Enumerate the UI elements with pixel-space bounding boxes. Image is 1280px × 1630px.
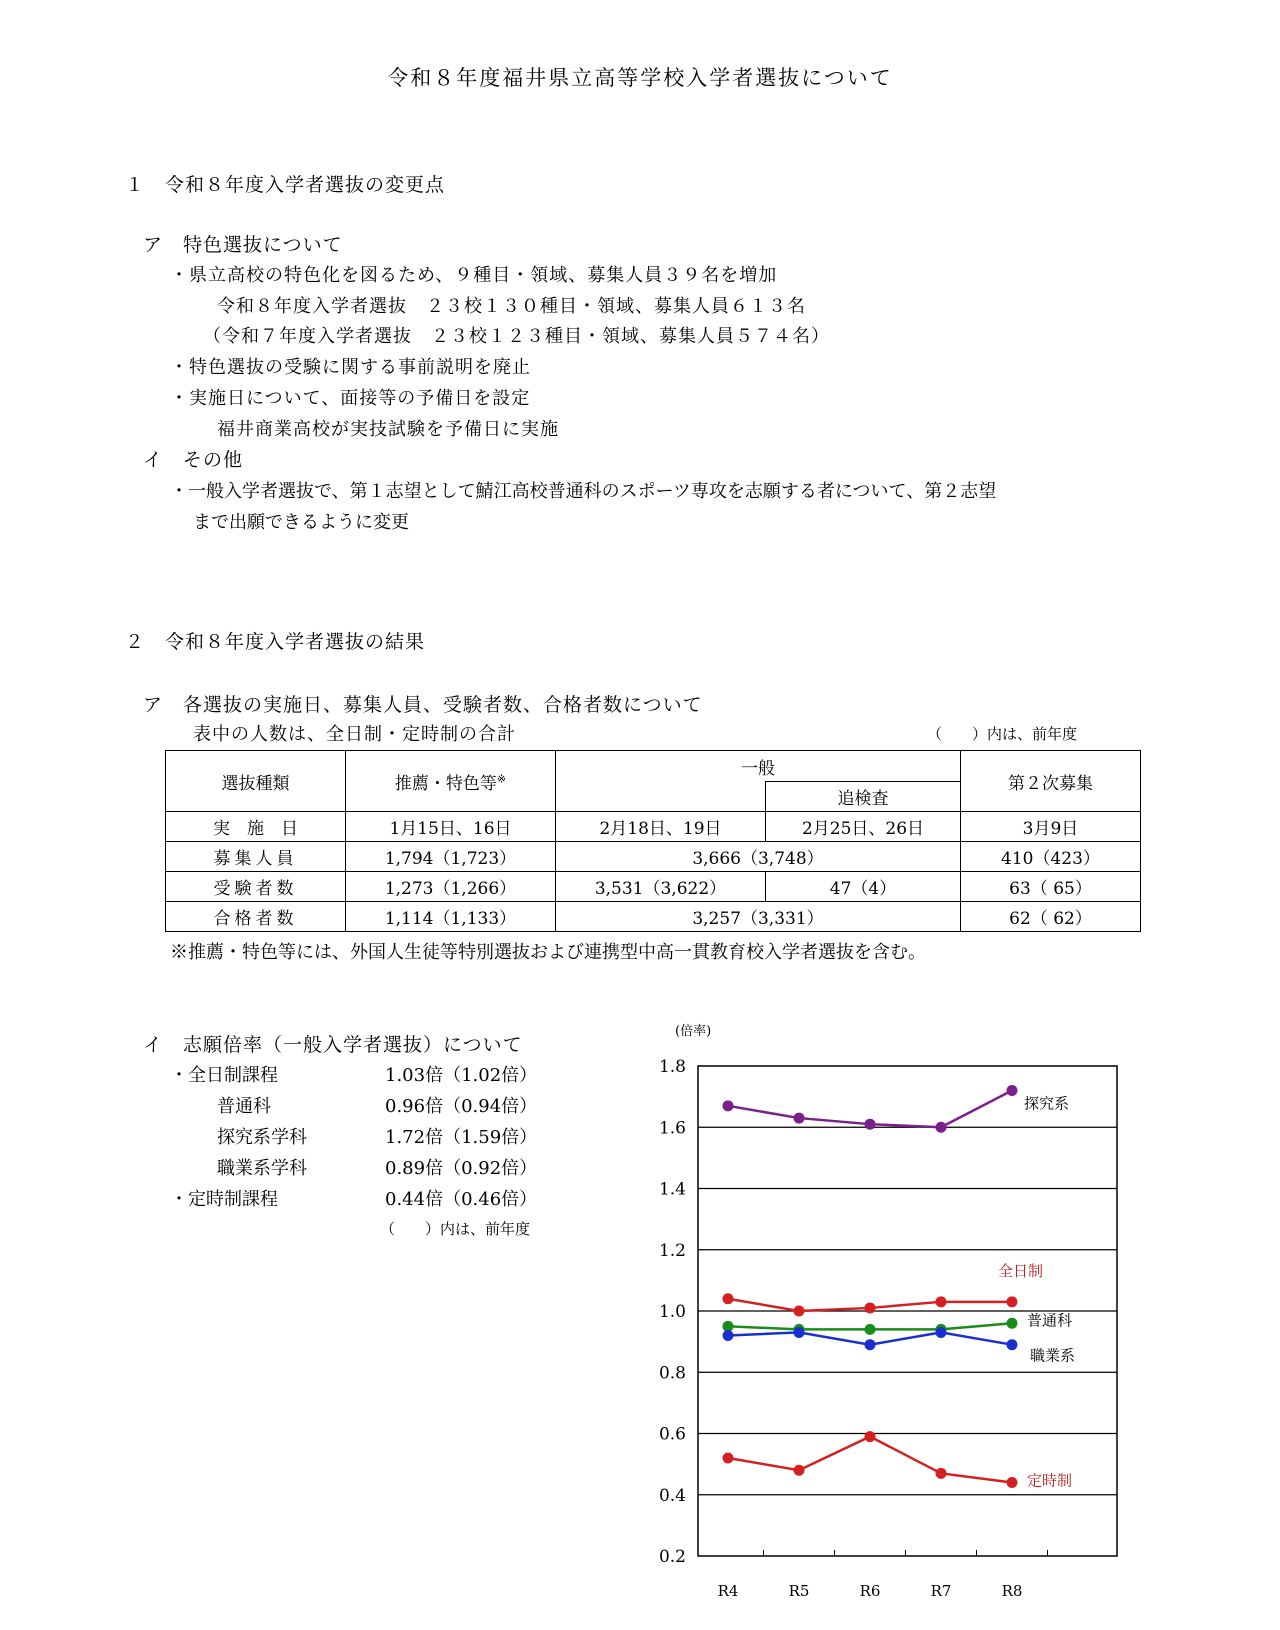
header-tsuiken: 追検査	[766, 782, 961, 812]
rate-label: ・全日制課程	[170, 1065, 278, 1086]
series-label: 定時制	[1027, 1471, 1073, 1490]
header-suisen-label: 推薦・特色等	[394, 773, 497, 794]
row-label-passed: 合格者数	[166, 902, 346, 932]
data-point	[865, 1431, 876, 1442]
data-point	[794, 1113, 805, 1124]
data-point	[936, 1327, 947, 1338]
cell-passed-ippan: 3,257（3,331）	[556, 902, 961, 932]
cell-applicants-ippan: 3,531（3,622）	[556, 872, 766, 902]
y-axis-label: (倍率)	[675, 1024, 712, 1039]
rate-value: 1.72倍（1.59倍）	[385, 1127, 538, 1148]
section1-a-line: （令和７年度入学者選抜 ２３校１２３種目・領域、募集人員５７４名）	[203, 326, 830, 347]
y-tick-label: 0.6	[658, 1424, 686, 1445]
section1-a-line: 令和８年度入学者選抜 ２３校１３０種目・領域、募集人員６１３名	[217, 296, 806, 317]
x-tick-label: R5	[788, 1582, 810, 1600]
data-point	[936, 1468, 947, 1479]
section1-a-heading: ア 特色選抜について	[143, 234, 343, 256]
x-tick-label: R6	[859, 1582, 881, 1600]
cell-date-suisen: 1月15日、16日	[346, 812, 556, 842]
y-tick-label: 1.0	[658, 1302, 686, 1322]
data-point	[723, 1453, 734, 1464]
y-tick-label: 1.6	[658, 1118, 686, 1139]
cell-capacity-suisen: 1,794（1,723）	[346, 842, 556, 872]
section2-heading: ２ 令和８年度入学者選抜の結果	[125, 631, 426, 653]
x-tick-label: R7	[930, 1582, 952, 1600]
data-point	[1007, 1477, 1018, 1488]
section2-i-heading: イ 志願倍率（一般入学者選抜）について	[143, 1034, 523, 1056]
cell-applicants-tsuiken: 47（4）	[766, 872, 961, 902]
footnote-mark: ※	[496, 771, 507, 785]
section1-a-line: ・実施日について、面接等の予備日を設定	[170, 388, 531, 409]
rate-label: 普通科	[217, 1096, 271, 1117]
section1-a-line: ・特色選抜の受験に関する事前説明を廃止	[170, 357, 531, 378]
header-dai2: 第２次募集	[961, 751, 1141, 812]
cell-date-dai2: 3月9日	[961, 812, 1141, 842]
cell-capacity-dai2: 410（423）	[961, 842, 1141, 872]
data-point	[865, 1324, 876, 1335]
cell-passed-suisen: 1,114（1,133）	[346, 902, 556, 932]
rate-value: 0.96倍（0.94倍）	[385, 1096, 538, 1117]
section1-i-line: ・一般入学者選抜で、第１志望として鯖江高校普通科のスポーツ専攻を志願する者について、第２志望	[170, 481, 997, 502]
row-label-date: 実 施 日	[166, 812, 346, 842]
header-ippan: 一般	[556, 751, 961, 782]
row-label-capacity: 募集人員	[166, 842, 346, 872]
cell-date-tsuiken: 2月25日、26日	[766, 812, 961, 842]
rate-label: 職業系学科	[217, 1158, 307, 1179]
series-label: 探究系	[1024, 1094, 1070, 1113]
series-label: 普通科	[1027, 1311, 1073, 1330]
cell-date-ippan: 2月18日、19日	[556, 812, 766, 842]
section2-a-sub: 表中の人数は、全日制・定時制の合計	[193, 724, 516, 745]
cell-passed-dai2: 62（ 62）	[961, 902, 1141, 932]
y-tick-label: 0.8	[658, 1363, 686, 1384]
page-title: 令和８年度福井県立高等学校入学者選抜について	[387, 66, 893, 90]
data-point	[1007, 1085, 1018, 1096]
data-point	[1007, 1296, 1018, 1307]
data-point	[794, 1327, 805, 1338]
series-label: 全日制	[998, 1261, 1044, 1280]
series-label: 職業系	[1030, 1346, 1076, 1365]
header-suisen	[346, 751, 556, 812]
y-tick-label: 1.4	[658, 1179, 686, 1200]
section1-a-line: ・県立高校の特色化を図るため、９種目・領域、募集人員３９名を増加	[170, 265, 778, 286]
row-label-applicants: 受験者数	[166, 872, 346, 902]
data-point	[723, 1330, 734, 1341]
rate-value: 0.44倍（0.46倍）	[385, 1189, 538, 1210]
data-point	[936, 1296, 947, 1307]
rates-previous-year-note: （ ）内は、前年度	[380, 1220, 531, 1238]
data-point	[794, 1306, 805, 1317]
previous-year-note: （ ）内は、前年度	[927, 725, 1078, 743]
y-tick-label: 0.4	[658, 1485, 686, 1506]
rate-label: 探究系学科	[217, 1127, 307, 1148]
section1-a-line: 福井商業高校が実技試験を予備日に実施	[217, 419, 559, 440]
data-point	[865, 1119, 876, 1130]
results-table	[165, 750, 1141, 932]
rate-label: ・定時制課程	[170, 1189, 278, 1210]
series-line	[728, 1437, 1012, 1483]
section2-a-heading: ア 各選抜の実施日、募集人員、受験者数、合格者数について	[143, 694, 703, 716]
data-point	[794, 1465, 805, 1476]
x-tick-label: R4	[717, 1582, 739, 1600]
table-footnote: ※推薦・特色等には、外国人生徒等特別選抜および連携型中高一貫教育校入学者選抜を含む。	[170, 942, 926, 963]
y-tick-label: 1.8	[658, 1057, 686, 1077]
header-ippan-blank	[556, 782, 766, 812]
section1-i-line: まで出願できるように変更	[193, 512, 409, 533]
y-tick-label: 1.2	[658, 1240, 686, 1261]
cell-capacity-ippan: 3,666（3,748）	[556, 842, 961, 872]
data-point	[1007, 1339, 1018, 1350]
data-point	[723, 1100, 734, 1111]
x-tick-label: R8	[1001, 1582, 1023, 1600]
section1-heading: １ 令和８年度入学者選抜の変更点	[125, 174, 446, 196]
application-rate-chart	[630, 1010, 1150, 1600]
cell-applicants-suisen: 1,273（1,266）	[346, 872, 556, 902]
data-point	[936, 1122, 947, 1133]
cell-applicants-dai2: 63（ 65）	[961, 872, 1141, 902]
rate-value: 1.03倍（1.02倍）	[385, 1065, 538, 1086]
section1-i-heading: イ その他	[143, 449, 244, 471]
data-point	[865, 1302, 876, 1313]
data-point	[1007, 1318, 1018, 1329]
y-tick-label: 0.2	[658, 1547, 686, 1567]
header-selection-type: 選抜種類	[166, 751, 346, 812]
data-point	[723, 1293, 734, 1304]
data-point	[865, 1339, 876, 1350]
rate-value: 0.89倍（0.92倍）	[385, 1158, 538, 1179]
